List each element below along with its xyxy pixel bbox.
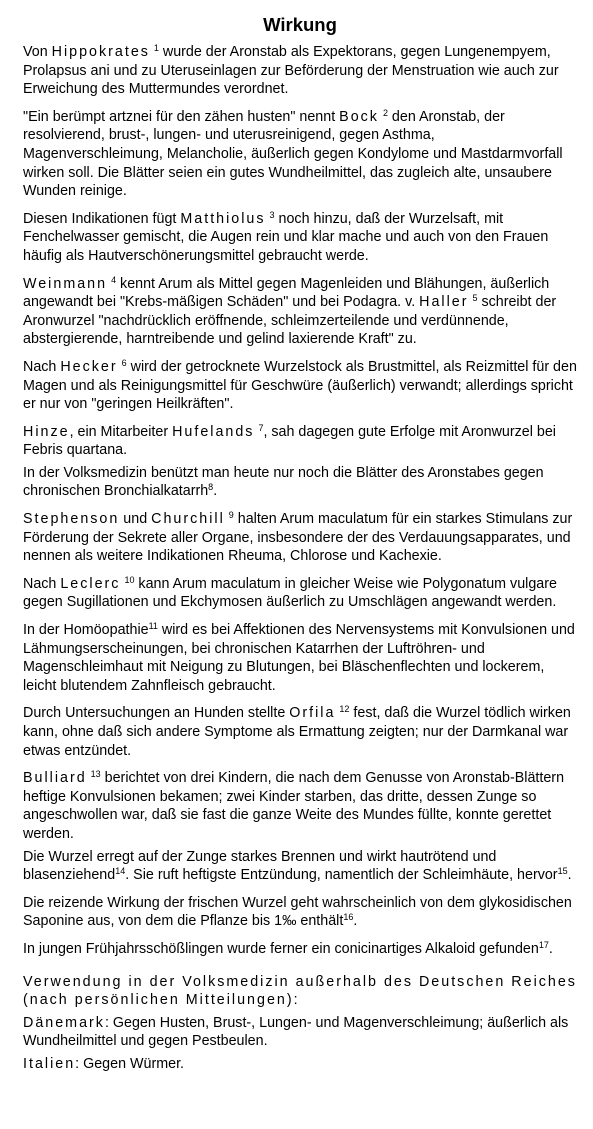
country-entry bbox=[23, 1014, 577, 1051]
author-name: Weinmann bbox=[23, 275, 108, 292]
page-title: Wirkung bbox=[263, 14, 337, 35]
paragraph bbox=[23, 575, 577, 612]
author-name: Hippokrates bbox=[51, 44, 150, 60]
footnote-ref: 9 bbox=[228, 510, 234, 521]
body-text bbox=[23, 43, 577, 959]
author-name: Hufelands bbox=[172, 423, 255, 440]
footnote-ref: 15 bbox=[557, 866, 568, 877]
paragraph bbox=[23, 464, 577, 501]
text-run: . bbox=[567, 867, 572, 884]
text-run: "Ein berümpt artznei für den zähen husten" nennt bbox=[23, 108, 340, 125]
paragraph bbox=[23, 704, 577, 760]
text-run: halten Arum maculatum für ein starkes Stimulans zur Förderung der Sekrete aller Organe, insbesondere der des Verdauungsapparates, und nennen als weitere Indikationen Rheuma, Chlorose und Kachexie. bbox=[23, 511, 573, 565]
text-run: berichtet von drei Kindern, die nach dem Genusse von Aronstab-Blättern heftige Konvulsionen bekamen; zwei Kinder starben, das dritte, dessen Zunge so angeschwollen war, daß sie fast die ganze Weite des Mundes füllte, konnte gerettet werden. bbox=[23, 770, 565, 842]
text-run: Durch Untersuchungen an Hunden stellte bbox=[23, 705, 290, 722]
footnote-ref: 3 bbox=[269, 209, 275, 220]
paragraph bbox=[23, 848, 577, 885]
author-name: Matthiolus bbox=[180, 210, 266, 227]
text-run: In der Homöopathie bbox=[23, 622, 149, 639]
text-run: den Aronstab, der resolvierend, brust-, lungen- und uterusreinigend, gegen Asthma, Magenverschleimung, Melancholie, äußerlich gegen Kondylome und Mastdarmvorfall wirken soll. Die Blätter seien ein gutes Wundheilmittel, das zugleich alte, unsaubere Wunden reinige. bbox=[23, 108, 563, 200]
footnote-ref: 8 bbox=[208, 482, 214, 493]
text-run: . bbox=[548, 940, 553, 957]
paragraph bbox=[23, 894, 577, 931]
paragraph bbox=[23, 940, 577, 959]
text-run: noch hinzu, daß der Wurzelsaft, mit Fenchelwasser gemischt, die Augen rein und klar mache und auch von den Frauen häufig als Hautverschönerungsmittel gebraucht werde. bbox=[23, 210, 549, 264]
text-run: . bbox=[213, 483, 218, 500]
footnote-ref: 13 bbox=[90, 769, 101, 780]
author-name: Churchill bbox=[151, 511, 225, 528]
footnote-ref: 12 bbox=[339, 704, 350, 715]
text-run: In jungen Frühjahrsschößlingen wurde ferner ein conicinartiges Alkaloid gefunden bbox=[23, 940, 539, 957]
footnote-ref: 16 bbox=[343, 912, 354, 923]
footnote-ref: 6 bbox=[121, 357, 127, 368]
footnote-ref: 14 bbox=[115, 866, 126, 877]
author-name: Bock bbox=[339, 108, 379, 125]
paragraph bbox=[23, 275, 577, 349]
footnote-ref: 7 bbox=[258, 422, 264, 433]
country-entries bbox=[23, 1014, 577, 1074]
author-name: Hecker bbox=[60, 358, 118, 375]
text-run: . Sie ruft heftigste Entzündung, namentlich der Schleimhäute, hervor bbox=[125, 867, 558, 884]
text-run: fest, daß die Wurzel tödlich wirken kann, ohne daß sich andere Symptome als Ermattung zeigten; nur der Darmkanal war etwas entzündet. bbox=[23, 705, 571, 759]
author-name: Hinze bbox=[23, 423, 70, 440]
country-use-text: Gegen Husten, Brust-, Lungen- und Magenverschleimung; äußerlich als Wundheilmittel und gegen Pestbeulen. bbox=[23, 1014, 569, 1050]
footnote-ref: 1 bbox=[153, 43, 159, 53]
section-heading: Verwendung in der Volksmedizin außerhalb des Deutschen Reiches (nach persönlichen Mitteilungen): bbox=[23, 973, 577, 1009]
country-entry bbox=[23, 1055, 577, 1074]
text-run: Diesen Indikationen fügt bbox=[23, 210, 181, 227]
footnote-ref: 11 bbox=[148, 621, 158, 632]
paragraph bbox=[23, 210, 577, 266]
text-run: . bbox=[353, 913, 358, 930]
text-run: Nach bbox=[23, 358, 61, 375]
separator: : bbox=[75, 1055, 84, 1072]
paragraph bbox=[23, 108, 577, 201]
author-name: Leclerc bbox=[60, 575, 121, 592]
country-name: Dänemark bbox=[23, 1014, 105, 1031]
author-name: Stephenson bbox=[23, 511, 120, 528]
text-run: wird es bei Affektionen des Nervensystems mit Konvulsionen und Lähmungserscheinungen, bei chronischen Katarrhen der Luftröhren- und Magenschleimhaut mit Neigung zu Blutungen, bei Bläschenflechten und lockerem, leicht blutendem Zahnfleisch gebraucht. bbox=[23, 622, 575, 694]
footnote-ref: 4 bbox=[111, 274, 117, 285]
paragraph bbox=[23, 43, 577, 99]
country-use-text: Gegen Würmer. bbox=[83, 1055, 185, 1072]
text-run: , ein Mitarbeiter bbox=[69, 423, 173, 440]
author-name: Haller bbox=[419, 294, 469, 311]
paragraph bbox=[23, 510, 577, 566]
text-run: wurde der Aronstab als Expektorans, gegen Lungenempyem, Prolapsus ani und zu Uteruseinlagen zur Beförderung der Menstruation wie auch zur Erweichung des Muttermundes verordnet. bbox=[23, 44, 559, 98]
text-run: kann Arum maculatum in gleicher Weise wie Polygonatum vulgare gegen Sugillationen und Ekchymosen äußerlich zu Umschlägen angewandt werden. bbox=[23, 575, 557, 611]
paragraph bbox=[23, 621, 577, 695]
text-run: wird der getrocknete Wurzelstock als Brustmittel, als Reizmittel für den Magen und als Reinigungsmittel für Geschwüre (äußerlich) verwandt; allerdings spricht er nur von "geringen Heilkräften". bbox=[23, 358, 577, 413]
text-run: In der Volksmedizin benützt man heute nur noch die Blätter des Aronstabes gegen chronischen Bronchialkatarrh bbox=[23, 464, 544, 500]
text-run: , sah dagegen gute Erfolge mit Aronwurzel bei Febris quartana. bbox=[23, 423, 556, 459]
text-run: Nach bbox=[23, 575, 61, 592]
footnote-ref: 17 bbox=[538, 939, 549, 950]
text-run: Die reizende Wirkung der frischen Wurzel geht wahrscheinlich von dem glykosidischen Saponine aus, von dem die Pflanze bis 1‰ enthält bbox=[23, 894, 572, 930]
text-run: Die Wurzel erregt auf der Zunge starkes Brennen und wirkt hautrötend und blasenziehend bbox=[23, 848, 497, 884]
paragraph bbox=[23, 769, 577, 843]
footnote-ref: 2 bbox=[382, 107, 388, 118]
separator: : bbox=[104, 1014, 113, 1031]
footnote-ref: 10 bbox=[124, 574, 135, 585]
paragraph bbox=[23, 358, 577, 414]
text-run: Von bbox=[23, 44, 52, 60]
footnote-ref: 5 bbox=[472, 293, 478, 304]
text-run: schreibt der Aronwurzel "nachdrücklich eröffnende, schleimzerteilende und verdünnende, abstergierende, harntreibende und gelind laxierende Kraft" zu. bbox=[23, 294, 557, 348]
paragraph bbox=[23, 423, 577, 460]
country-name: Italien bbox=[23, 1055, 76, 1072]
text-run: kennt Arum als Mittel gegen Magenleiden und Blähungen, äußerlich angewandt bei "Krebs-mäßigen Schäden" und bei Podagra. v. bbox=[23, 275, 550, 311]
author-name: Bulliard bbox=[23, 770, 87, 787]
text-run: und bbox=[119, 511, 152, 528]
author-name: Orfila bbox=[289, 705, 336, 722]
